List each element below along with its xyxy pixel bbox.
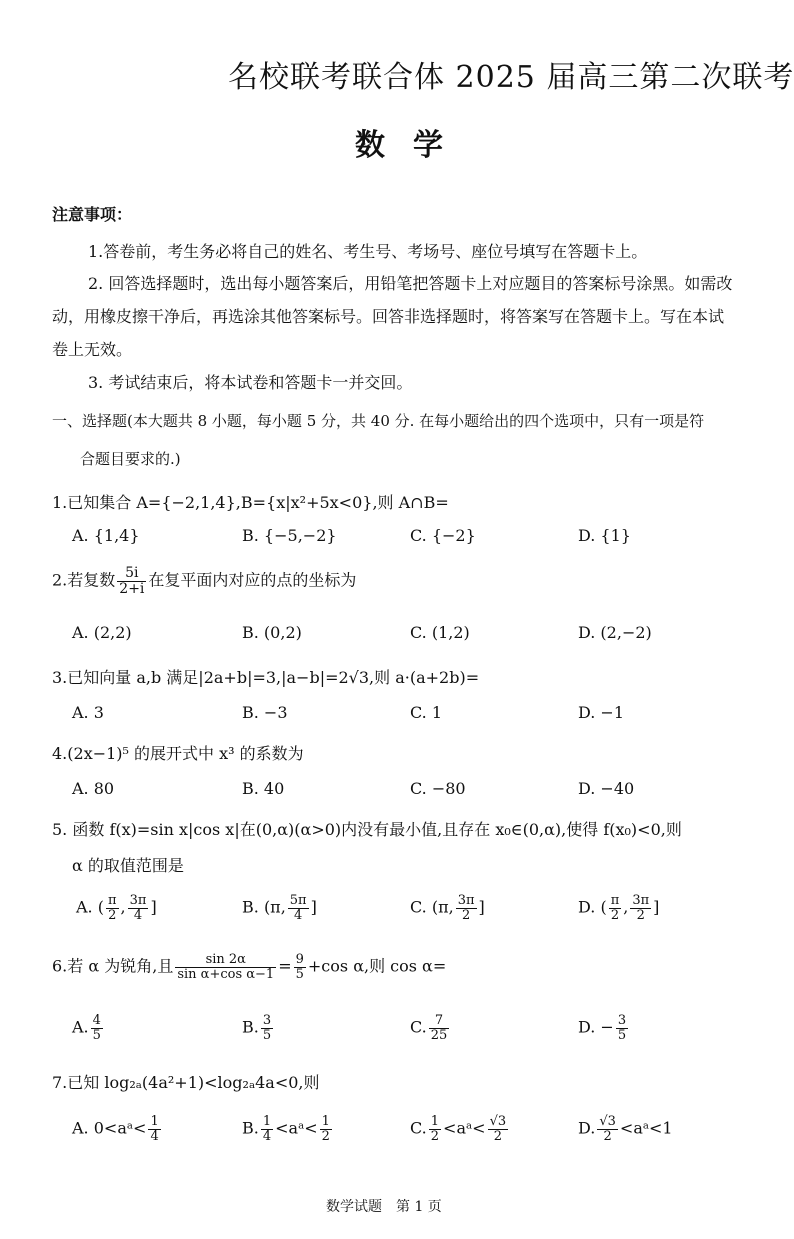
q1-option-c: C. {−2} (410, 526, 476, 545)
q6a-frac: $\frac{4}{5}$ (92, 1013, 101, 1043)
q6c-frac: $\frac{7}{25}$ (430, 1013, 448, 1043)
section-heading: 一、选择题(本大题共 8 小题，每小题 5 分，共 40 分. 在每小题给出的四个选项中，只有一项是符 (52, 412, 705, 430)
question-5-stem-cont: α 的取值范围是 (72, 856, 184, 875)
q7d-frac: $\frac{√3}{2}$ (599, 1114, 616, 1144)
q2-stem-post: 在复平面内对应的点的坐标为 (148, 570, 357, 590)
q3-option-d: D. −1 (578, 703, 625, 722)
q4-option-c: C. −80 (410, 779, 466, 798)
q2-option-c: C. (1,2) (410, 623, 470, 642)
note-1: 1.答卷前，考生务必将自己的姓名、考生号、考场号、座位号填写在答题卡上。 (88, 242, 648, 261)
q6-option-d: D. − $\frac{3}{5}$ (578, 1013, 627, 1043)
q2-frac-den: 2+i (119, 580, 145, 597)
q6-option-a: A. $\frac{4}{5}$ (72, 1013, 101, 1043)
exam-title: 名校联考联合体 2025 届高三第二次联考 (228, 60, 794, 95)
note-3: 3. 考试结束后，将本试卷和答题卡一并交回。 (88, 373, 413, 392)
question-4-stem: 4.(2x−1)⁵ 的展开式中 x³ 的系数为 (52, 744, 304, 763)
q5d-frac1: $\frac{\pi}{2}$ (610, 893, 620, 923)
q3-option-b: B. −3 (242, 703, 288, 722)
q7-option-d: D. $\frac{√3}{2}$ <aᵃ<1 (578, 1114, 673, 1144)
q3-option-c: C. 1 (410, 703, 443, 722)
subject-title: 数学 (355, 128, 471, 163)
notes-heading: 注意事项： (52, 205, 133, 224)
note-2-end: 卷上无效。 (52, 340, 133, 359)
question-1-stem: 1.已知集合 A={−2,1,4},B={x|x²+5x<0},则 A∩B= (52, 493, 449, 512)
q6-option-b: B. $\frac{3}{5}$ (242, 1013, 272, 1043)
q5b-frac: $\frac{5\pi}{4}$ (289, 893, 307, 923)
q7-option-b: B. $\frac{1}{4}$ <aᵃ< $\frac{1}{2}$ (242, 1114, 330, 1144)
q6-fraction: $\frac{\sin 2\alpha}{\text{sin α+cos α−1}}$ (177, 952, 275, 982)
q6-option-c: C. $\frac{7}{25}$ (410, 1013, 448, 1043)
q7b-frac2: $\frac{1}{2}$ (321, 1114, 330, 1144)
q7b-frac1: $\frac{1}{4}$ (262, 1114, 272, 1144)
section-heading-cont: 合题目要求的.) (80, 450, 181, 468)
q4-option-b: B. 40 (242, 779, 285, 798)
q2-stem-pre: 2.若复数 (52, 570, 116, 590)
q2-option-d: D. (2,−2) (578, 623, 652, 642)
q6-fraction-2: $\frac{9}{5}$ (295, 952, 304, 982)
q7c-frac1: $\frac{1}{2}$ (430, 1114, 440, 1144)
note-2: 2. 回答选择题时，选出每小题答案后，用铅笔把答题卡上对应题目的答案标号涂黑。如需改 (88, 274, 733, 293)
question-7-stem: 7.已知 log₂ₐ(4a²+1)<log₂ₐ4a<0,则 (52, 1073, 320, 1092)
q5-option-a: A. ( $\frac{\pi}{2}$ , $\frac{3\pi}{4}$ ] (76, 893, 157, 923)
q1-option-b: B. {−5,−2} (242, 526, 337, 545)
q6d-frac: $\frac{3}{5}$ (617, 1013, 627, 1043)
q2-fraction (117, 566, 146, 596)
q5d-frac2: $\frac{3\pi}{2}$ (632, 893, 650, 923)
question-5-stem: 5. 函数 f(x)=sin x|cos x|在(0,α)(α>0)内没有最小值,且存在 x₀∈(0,α),使得 f(x₀)<0,则 (52, 820, 682, 839)
q5a-frac2: $\frac{3\pi}{4}$ (129, 893, 147, 923)
q7c-frac2: $\frac{√3}{2}$ (489, 1114, 507, 1144)
q2-option-b: B. (0,2) (242, 623, 302, 642)
q1-option-d: D. {1} (578, 526, 631, 545)
q5-option-c: C. (π, $\frac{3\pi}{2}$ ] (410, 893, 485, 923)
q5-option-d: D. ( $\frac{\pi}{2}$ , $\frac{3\pi}{2}$ ] (578, 893, 660, 923)
q7a-frac: $\frac{1}{4}$ (150, 1114, 159, 1144)
q5c-frac: $\frac{3\pi}{2}$ (457, 893, 475, 923)
question-3-stem: 3.已知向量 a,b 满足|2a+b|=3,|a−b|=2√3,则 a·(a+2b)= (52, 668, 480, 687)
q7-option-a: A. 0<aᵃ< $\frac{1}{4}$ (72, 1114, 159, 1144)
question-2-stem (52, 566, 356, 596)
q5-option-b: B. (π, $\frac{5\pi}{4}$ ] (242, 893, 317, 923)
q6b-frac: $\frac{3}{5}$ (262, 1013, 272, 1043)
q4-option-a: A. 80 (72, 779, 115, 798)
q3-option-a: A. 3 (72, 703, 104, 722)
q4-option-d: D. −40 (578, 779, 635, 798)
question-6-stem: 6.若 α 为锐角,且 $\frac{\sin 2\alpha}{\text{sin α+cos α−1}}$ = $\frac{9}{5}$ +cos α,则 cos α= (52, 952, 447, 982)
q5a-frac1: $\frac{\pi}{2}$ (107, 893, 117, 923)
note-2-cont: 动，用橡皮擦干净后，再选涂其他答案标号。回答非选择题时，将答案写在答题卡上。写在本试 (52, 307, 725, 326)
q7-option-c: C. $\frac{1}{2}$ <aᵃ< $\frac{√3}{2}$ (410, 1114, 507, 1144)
page-footer: 数学试题 第 1 页 (326, 1199, 442, 1215)
q1-option-a: A. {1,4} (72, 526, 140, 545)
q2-frac-num: 5i (117, 566, 146, 582)
q2-option-a: A. (2,2) (72, 623, 132, 642)
